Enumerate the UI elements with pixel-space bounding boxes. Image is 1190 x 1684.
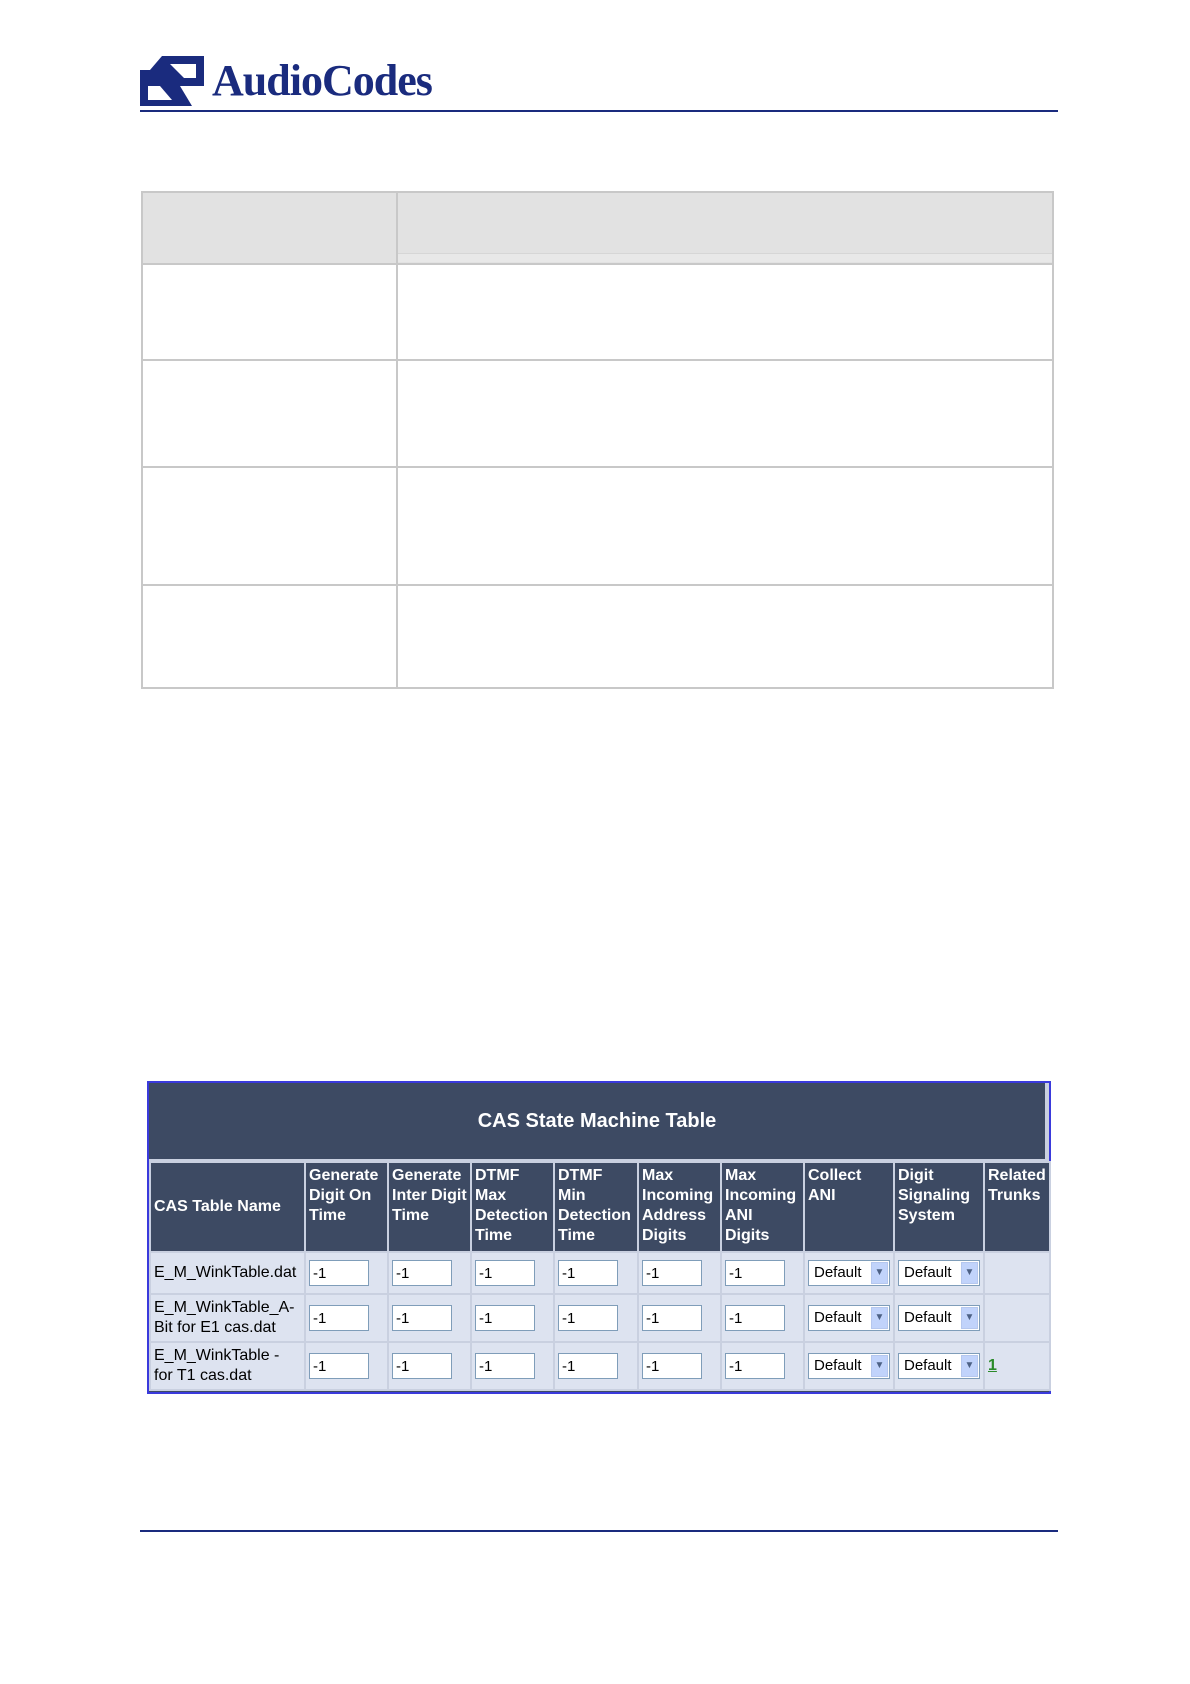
- cell: [305, 1252, 388, 1294]
- digit-signaling-system-select[interactable]: [898, 1305, 980, 1331]
- cell: [388, 1342, 471, 1390]
- chevron-down-icon[interactable]: ▼: [871, 1262, 888, 1284]
- max-incoming-ani-digits-input[interactable]: [725, 1305, 785, 1331]
- cell: [554, 1252, 638, 1294]
- cell: [721, 1342, 804, 1390]
- col-related-trunks: Related Trunks: [984, 1162, 1050, 1252]
- cell: [388, 1294, 471, 1342]
- cell: [471, 1294, 554, 1342]
- col-max-incoming-ani-digits: Max Incoming ANI Digits: [721, 1162, 804, 1252]
- cell: [554, 1342, 638, 1390]
- collect-ani-value: Default: [814, 1357, 862, 1374]
- cas-table-title: CAS State Machine Table: [149, 1083, 1049, 1162]
- parameter-column-divider: [396, 193, 398, 687]
- collect-ani-select[interactable]: [808, 1260, 890, 1286]
- col-generate-inter-digit-time: Generate Inter Digit Time: [388, 1162, 471, 1252]
- cell: [305, 1294, 388, 1342]
- table-row: [150, 1342, 1050, 1390]
- parameter-table: [141, 191, 1054, 689]
- cell: [804, 1252, 894, 1294]
- related-trunks-link[interactable]: 1: [988, 1357, 997, 1374]
- digit-signaling-value: Default: [904, 1309, 952, 1326]
- parameter-row: [143, 468, 1052, 586]
- max-incoming-address-digits-input[interactable]: [642, 1353, 702, 1379]
- generate-inter-digit-time-input[interactable]: [392, 1305, 452, 1331]
- max-incoming-ani-digits-input[interactable]: [725, 1260, 785, 1286]
- cell: [721, 1294, 804, 1342]
- cas-table-name: E_M_WinkTable - for T1 cas.dat: [150, 1342, 305, 1390]
- header-sub-band: [398, 253, 1052, 262]
- generate-digit-on-time-input[interactable]: [309, 1353, 369, 1379]
- generate-digit-on-time-input[interactable]: [309, 1260, 369, 1286]
- related-trunks-cell: [984, 1342, 1050, 1390]
- collect-ani-select[interactable]: [808, 1305, 890, 1331]
- col-dtmf-max-detection-time: DTMF Max Detection Time: [471, 1162, 554, 1252]
- logo-mark-icon: [140, 56, 204, 106]
- digit-signaling-system-select[interactable]: [898, 1353, 980, 1379]
- cell: [638, 1252, 721, 1294]
- digit-signaling-value: Default: [904, 1264, 952, 1281]
- cas-table-grid: [149, 1161, 1049, 1391]
- cas-table-name: E_M_WinkTable_A-Bit for E1 cas.dat: [150, 1294, 305, 1342]
- cell: [638, 1342, 721, 1390]
- chevron-down-icon[interactable]: ▼: [871, 1355, 888, 1377]
- related-trunks-cell: [984, 1294, 1050, 1342]
- table-row: [150, 1294, 1050, 1342]
- cell: [554, 1294, 638, 1342]
- cas-header-row: [150, 1162, 1050, 1252]
- chevron-down-icon[interactable]: ▼: [871, 1307, 888, 1329]
- dtmf-min-detection-time-input[interactable]: [558, 1353, 618, 1379]
- related-trunks-cell: [984, 1252, 1050, 1294]
- header-divider: [140, 110, 1058, 112]
- col-dtmf-min-detection-time: DTMF Min Detection Time: [554, 1162, 638, 1252]
- brand-name: AudioCodes: [212, 56, 432, 105]
- parameter-row: [143, 265, 1052, 361]
- cell: [388, 1252, 471, 1294]
- parameter-table-header: [143, 193, 1052, 265]
- generate-digit-on-time-input[interactable]: [309, 1305, 369, 1331]
- dtmf-max-detection-time-input[interactable]: [475, 1260, 535, 1286]
- dtmf-min-detection-time-input[interactable]: [558, 1305, 618, 1331]
- generate-inter-digit-time-input[interactable]: [392, 1260, 452, 1286]
- chevron-down-icon[interactable]: ▼: [961, 1355, 978, 1377]
- cell: [894, 1252, 984, 1294]
- cell: [894, 1294, 984, 1342]
- col-collect-ani: Collect ANI: [804, 1162, 894, 1252]
- footer-divider: [140, 1530, 1058, 1532]
- parameter-row: [143, 361, 1052, 468]
- generate-inter-digit-time-input[interactable]: [392, 1353, 452, 1379]
- dtmf-max-detection-time-input[interactable]: [475, 1353, 535, 1379]
- cell: [721, 1252, 804, 1294]
- digit-signaling-system-select[interactable]: [898, 1260, 980, 1286]
- audiocodes-logo: [140, 56, 432, 106]
- col-cas-table-name: CAS Table Name: [150, 1162, 305, 1252]
- cell: [894, 1342, 984, 1390]
- dtmf-max-detection-time-input[interactable]: [475, 1305, 535, 1331]
- cas-state-machine-panel: [147, 1081, 1051, 1394]
- chevron-down-icon[interactable]: ▼: [961, 1307, 978, 1329]
- table-row: [150, 1252, 1050, 1294]
- cell: [471, 1252, 554, 1294]
- cas-table-name: E_M_WinkTable.dat: [150, 1252, 305, 1294]
- col-max-incoming-address-digits: Max Incoming Address Digits: [638, 1162, 721, 1252]
- collect-ani-value: Default: [814, 1309, 862, 1326]
- dtmf-min-detection-time-input[interactable]: [558, 1260, 618, 1286]
- cell: [804, 1342, 894, 1390]
- cell: [471, 1342, 554, 1390]
- cell: [638, 1294, 721, 1342]
- collect-ani-value: Default: [814, 1264, 862, 1281]
- parameter-row: [143, 586, 1052, 687]
- col-generate-digit-on-time: Generate Digit On Time: [305, 1162, 388, 1252]
- cell: [804, 1294, 894, 1342]
- digit-signaling-value: Default: [904, 1357, 952, 1374]
- max-incoming-address-digits-input[interactable]: [642, 1305, 702, 1331]
- cell: [305, 1342, 388, 1390]
- chevron-down-icon[interactable]: ▼: [961, 1262, 978, 1284]
- cas-table: [149, 1161, 1051, 1391]
- collect-ani-select[interactable]: [808, 1353, 890, 1379]
- max-incoming-address-digits-input[interactable]: [642, 1260, 702, 1286]
- max-incoming-ani-digits-input[interactable]: [725, 1353, 785, 1379]
- col-digit-signaling-system: Digit Signaling System: [894, 1162, 984, 1252]
